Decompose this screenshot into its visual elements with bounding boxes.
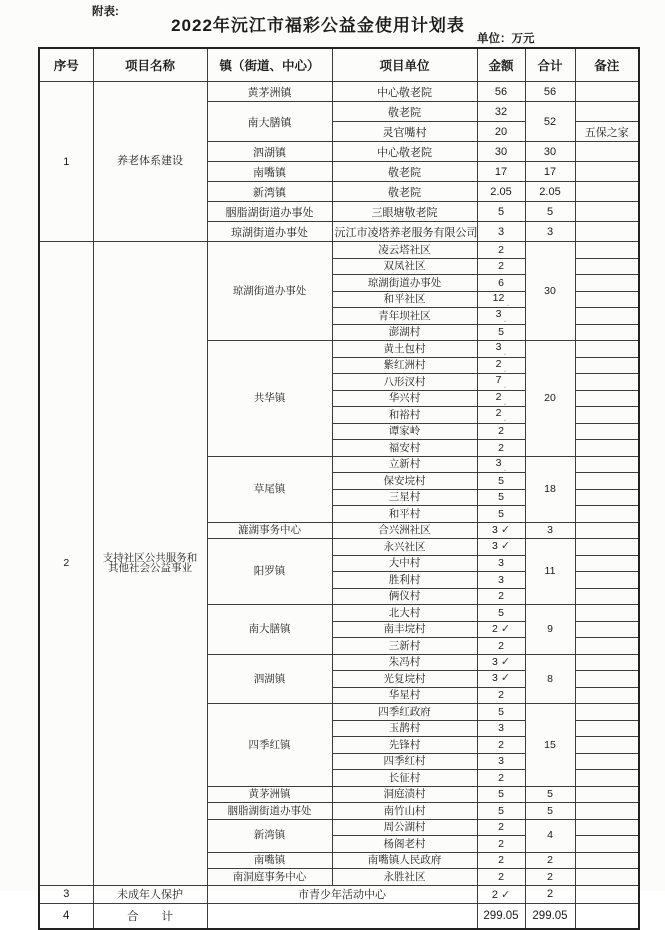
- cell-remark: [575, 82, 639, 102]
- cell-project-name: 未成年人保护: [93, 885, 207, 903]
- handwritten-check-icon: ˏ: [503, 312, 507, 323]
- cell-unit: 华星村: [332, 687, 477, 704]
- cell-remark: [575, 423, 639, 440]
- cell-total: 18: [525, 456, 575, 522]
- cell-remark: [575, 638, 639, 655]
- cell-remark: [575, 374, 639, 391]
- cell-unit: 沅江市凌塔养老服务有限公司: [332, 222, 477, 242]
- cell-unit: 三新村: [332, 638, 477, 655]
- cell-total: 4: [525, 819, 575, 852]
- cell-town: 南嘴镇: [207, 852, 332, 869]
- table-row: [39, 82, 639, 102]
- cell-amount: 6: [477, 275, 525, 292]
- cell-amount: 2: [477, 638, 525, 655]
- cell-unit: 先锋村: [332, 737, 477, 754]
- cell-total: 2: [525, 885, 575, 903]
- cell-remark: [575, 852, 639, 869]
- cell-amount: 2: [477, 423, 525, 440]
- cell-amount: 32: [477, 102, 525, 122]
- column-header-project-unit: 项目单位: [332, 48, 477, 82]
- handwritten-check-icon: ✓: [500, 655, 511, 668]
- cell-unit: 立新村: [332, 456, 477, 473]
- cell-amount: 2.05: [477, 182, 525, 202]
- cell-amount: 3 ✓: [477, 671, 525, 688]
- cell-town: 阳罗镇: [207, 539, 332, 605]
- cell-total: 56: [525, 82, 575, 102]
- cell-amount: 5: [477, 489, 525, 506]
- column-header-town: 镇（街道、中心）: [207, 48, 332, 82]
- cell-project-name: 支持社区公共服务和其他社会公益事业: [93, 242, 207, 886]
- cell-unit: 双凤社区: [332, 258, 477, 275]
- cell-unit: 朱冯村: [332, 654, 477, 671]
- cell-amount: 2: [477, 440, 525, 457]
- cell-remark: [575, 102, 639, 122]
- cell-total: 52: [525, 102, 575, 142]
- cell-unit: 灵官嘴村: [332, 122, 477, 142]
- cell-remark: [575, 242, 639, 259]
- cell-amount: 5: [477, 506, 525, 523]
- cell-remark: [575, 440, 639, 457]
- cell-amount: 2: [477, 588, 525, 605]
- cell-total: 11: [525, 539, 575, 605]
- cell-town: 泗湖镇: [207, 654, 332, 704]
- attachment-label: 附表:: [92, 6, 119, 18]
- cell-amount: 5: [477, 704, 525, 721]
- cell-amount: 30: [477, 142, 525, 162]
- cell-remark: [575, 869, 639, 886]
- cell-total: 15: [525, 704, 575, 787]
- cell-unit: 四季红村: [332, 753, 477, 770]
- cell-unit: 南竹山村: [332, 803, 477, 820]
- cell-remark: [575, 572, 639, 589]
- column-header-remark: 备注: [575, 48, 639, 82]
- cell-unit: 敬老院: [332, 182, 477, 202]
- handwritten-check-icon: ✓: [500, 540, 511, 553]
- cell-amount: 2 ˏ: [477, 357, 525, 374]
- cell-amount: 2 ✓: [477, 621, 525, 638]
- cell-remark: [575, 407, 639, 424]
- cell-unit: 澎湖村: [332, 324, 477, 341]
- cell-unit: 谭家岭: [332, 423, 477, 440]
- cell-unit: 俩仪村: [332, 588, 477, 605]
- cell-remark: [575, 341, 639, 358]
- cell-town: 胭脂湖街道办事处: [207, 202, 332, 222]
- cell-index: 4: [39, 903, 93, 929]
- cell-town: 南洞庭事务中心: [207, 869, 332, 886]
- cell-unit: 保安垸村: [332, 473, 477, 490]
- cell-remark: [575, 473, 639, 490]
- cell-total: 2: [525, 852, 575, 869]
- cell-unit: 光复垸村: [332, 671, 477, 688]
- cell-town: 四季红镇: [207, 704, 332, 787]
- cell-span-unit: 市青少年活动中心: [207, 885, 477, 903]
- cell-unit: 永兴社区: [332, 539, 477, 556]
- cell-total: 9: [525, 605, 575, 655]
- handwritten-check-icon: ✓: [500, 523, 511, 536]
- cell-unit: 和平社区: [332, 291, 477, 308]
- cell-amount: 17: [477, 162, 525, 182]
- cell-unit: 胜利村: [332, 572, 477, 589]
- cell-remark: [575, 605, 639, 622]
- column-header-index: 序号: [39, 48, 93, 82]
- cell-unit: 紫红洲村: [332, 357, 477, 374]
- cell-unit: 四季红政府: [332, 704, 477, 721]
- cell-total: 30: [525, 142, 575, 162]
- cell-remark: [575, 671, 639, 688]
- cell-amount: 5: [477, 324, 525, 341]
- cell-remark: [575, 836, 639, 853]
- cell-unit: 南嘴镇人民政府: [332, 852, 477, 869]
- cell-amount: 5: [477, 202, 525, 222]
- cell-unit: 和裕村: [332, 407, 477, 424]
- cell-unit: 合兴洲社区: [332, 522, 477, 539]
- table-row: [39, 885, 639, 903]
- cell-town: 草尾镇: [207, 456, 332, 522]
- cell-town: 南嘴镇: [207, 162, 332, 182]
- cell-unit: 八形汊村: [332, 374, 477, 391]
- cell-remark: [575, 162, 639, 182]
- cell-remark: [575, 275, 639, 292]
- cell-remark: [575, 357, 639, 374]
- cell-index: 3: [39, 885, 93, 903]
- cell-unit: 敬老院: [332, 102, 477, 122]
- cell-remark: [575, 903, 639, 929]
- cell-unit: 大中村: [332, 555, 477, 572]
- handwritten-check-icon: ✓: [500, 622, 511, 635]
- cell-town: 黄茅洲镇: [207, 82, 332, 102]
- cell-remark: [575, 786, 639, 803]
- cell-town: 琼湖街道办事处: [207, 242, 332, 341]
- cell-town: 南大膳镇: [207, 102, 332, 142]
- table-row: [39, 903, 639, 929]
- column-header-total: 合计: [525, 48, 575, 82]
- cell-amount: 3 ˏ: [477, 308, 525, 325]
- cell-remark: [575, 687, 639, 704]
- cell-town: 南大膳镇: [207, 605, 332, 655]
- cell-unit: 福安村: [332, 440, 477, 457]
- cell-unit: 敬老院: [332, 162, 477, 182]
- cell-remark: [575, 737, 639, 754]
- cell-unit: 和平村: [332, 506, 477, 523]
- cell-remark: [575, 324, 639, 341]
- cell-remark: [575, 885, 639, 903]
- cell-amount: 3: [477, 555, 525, 572]
- cell-unit: 南丰垸村: [332, 621, 477, 638]
- cell-total: 299.05: [525, 903, 575, 929]
- cell-unit: 永胜社区: [332, 869, 477, 886]
- cell-remark: [575, 704, 639, 721]
- cell-town: 黄茅洲镇: [207, 786, 332, 803]
- cell-remark: [575, 202, 639, 222]
- cell-amount: 2: [477, 836, 525, 853]
- cell-amount: 2: [477, 869, 525, 886]
- cell-amount: 5: [477, 605, 525, 622]
- cell-unit: 杨阁老村: [332, 836, 477, 853]
- cell-unit: 三星村: [332, 489, 477, 506]
- cell-remark: [575, 291, 639, 308]
- cell-remark: [575, 753, 639, 770]
- handwritten-check-icon: ˏ: [503, 394, 507, 405]
- cell-remark: [575, 539, 639, 556]
- cell-town: 琼湖街道办事处: [207, 222, 332, 242]
- cell-amount: 3 ✓: [477, 522, 525, 539]
- cell-amount: 3: [477, 572, 525, 589]
- cell-remark: 五保之家: [575, 122, 639, 142]
- cell-remark: [575, 258, 639, 275]
- cell-remark: [575, 555, 639, 572]
- column-header-amount: 金额: [477, 48, 525, 82]
- cell-unit: 琼湖街道办事处: [332, 275, 477, 292]
- cell-amount: 2: [477, 258, 525, 275]
- cell-total: 20: [525, 341, 575, 457]
- cell-remark: [575, 390, 639, 407]
- cell-amount: 3 ˏ: [477, 341, 525, 358]
- cell-remark: [575, 621, 639, 638]
- cell-amount: 3 ✓: [477, 539, 525, 556]
- cell-town: 新湾镇: [207, 819, 332, 852]
- column-header-project-name: 项目名称: [93, 48, 207, 82]
- cell-total: 2: [525, 869, 575, 886]
- cell-amount: 3 ˏ: [477, 456, 525, 473]
- cell-total: 8: [525, 654, 575, 704]
- cell-amount: 3 ✓: [477, 654, 525, 671]
- cell-remark: [575, 308, 639, 325]
- cell-unit: 中心敬老院: [332, 142, 477, 162]
- cell-remark: [575, 803, 639, 820]
- cell-index: 2: [39, 242, 93, 886]
- cell-unit: 三眼塘敬老院: [332, 202, 477, 222]
- cell-remark: [575, 770, 639, 787]
- cell-unit: 周公湖村: [332, 819, 477, 836]
- cell-project-name: 合 计: [93, 903, 207, 929]
- unit-label: 单位：万元: [477, 33, 535, 45]
- cell-unit: 凌云塔社区: [332, 242, 477, 259]
- cell-remark: [575, 506, 639, 523]
- cell-remark: [575, 522, 639, 539]
- cell-amount: 2: [477, 737, 525, 754]
- cell-town: 漉湖事务中心: [207, 522, 332, 539]
- cell-amount: 3: [477, 720, 525, 737]
- cell-unit: 洞庭渍村: [332, 786, 477, 803]
- cell-unit: 长征村: [332, 770, 477, 787]
- cell-amount: 299.05: [477, 903, 525, 929]
- cell-total: 5: [525, 803, 575, 820]
- cell-amount: 2: [477, 770, 525, 787]
- cell-remark: [575, 720, 639, 737]
- cell-town: 泗湖镇: [207, 142, 332, 162]
- handwritten-check-icon: ˏ: [503, 411, 507, 422]
- cell-total: 5: [525, 786, 575, 803]
- cell-amount: 3: [477, 753, 525, 770]
- cell-amount: 2: [477, 819, 525, 836]
- cell-unit: 玉鹊村: [332, 720, 477, 737]
- cell-unit: 黄土包村: [332, 341, 477, 358]
- cell-amount: 7 ˏ: [477, 374, 525, 391]
- cell-index: 1: [39, 82, 93, 242]
- cell-amount: 2: [477, 687, 525, 704]
- cell-remark: [575, 182, 639, 202]
- table-body: [39, 82, 639, 929]
- cell-amount: 12 ˏ: [477, 291, 525, 308]
- cell-amount: 2: [477, 852, 525, 869]
- cell-project-name: 养老体系建设: [93, 82, 207, 242]
- cell-amount: 5: [477, 786, 525, 803]
- cell-amount: 3: [477, 222, 525, 242]
- plan-table: [38, 47, 640, 930]
- cell-town: 胭脂湖街道办事处: [207, 803, 332, 820]
- cell-remark: [575, 456, 639, 473]
- cell-amount: 5: [477, 803, 525, 820]
- page-title: 2022年沅江市福彩公益金使用计划表: [171, 16, 465, 35]
- cell-total: 3: [525, 222, 575, 242]
- cell-amount: 20: [477, 122, 525, 142]
- cell-total: 17: [525, 162, 575, 182]
- cell-span-unit: [207, 903, 477, 929]
- cell-total: 3: [525, 522, 575, 539]
- cell-remark: [575, 142, 639, 162]
- cell-remark: [575, 654, 639, 671]
- table-row: [39, 242, 639, 259]
- cell-total: 2.05: [525, 182, 575, 202]
- cell-amount: 56: [477, 82, 525, 102]
- cell-town: 新湾镇: [207, 182, 332, 202]
- cell-total: 5: [525, 202, 575, 222]
- cell-amount: 2 ✓: [477, 885, 525, 903]
- handwritten-check-icon: ˏ: [503, 378, 507, 389]
- cell-unit: 中心敬老院: [332, 82, 477, 102]
- handwritten-check-icon: ˏ: [503, 345, 507, 356]
- cell-unit: 北大村: [332, 605, 477, 622]
- cell-town: 共华镇: [207, 341, 332, 457]
- handwritten-check-icon: ✓: [500, 888, 511, 901]
- cell-remark: [575, 588, 639, 605]
- cell-remark: [575, 489, 639, 506]
- handwritten-check-icon: ✓: [500, 672, 511, 685]
- cell-amount: 2 ˏ: [477, 407, 525, 424]
- handwritten-check-icon: ˏ: [503, 361, 507, 372]
- handwritten-check-icon: ˏ: [503, 460, 507, 471]
- cell-remark: [575, 819, 639, 836]
- cell-amount: 2: [477, 242, 525, 259]
- cell-amount: 5: [477, 473, 525, 490]
- cell-unit: 华兴村: [332, 390, 477, 407]
- cell-unit: 青年坝社区: [332, 308, 477, 325]
- cell-total: 30: [525, 242, 575, 341]
- table-header-row: [39, 48, 639, 82]
- handwritten-check-icon: ˏ: [506, 295, 510, 306]
- cell-amount: 2 ˏ: [477, 390, 525, 407]
- cell-remark: [575, 222, 639, 242]
